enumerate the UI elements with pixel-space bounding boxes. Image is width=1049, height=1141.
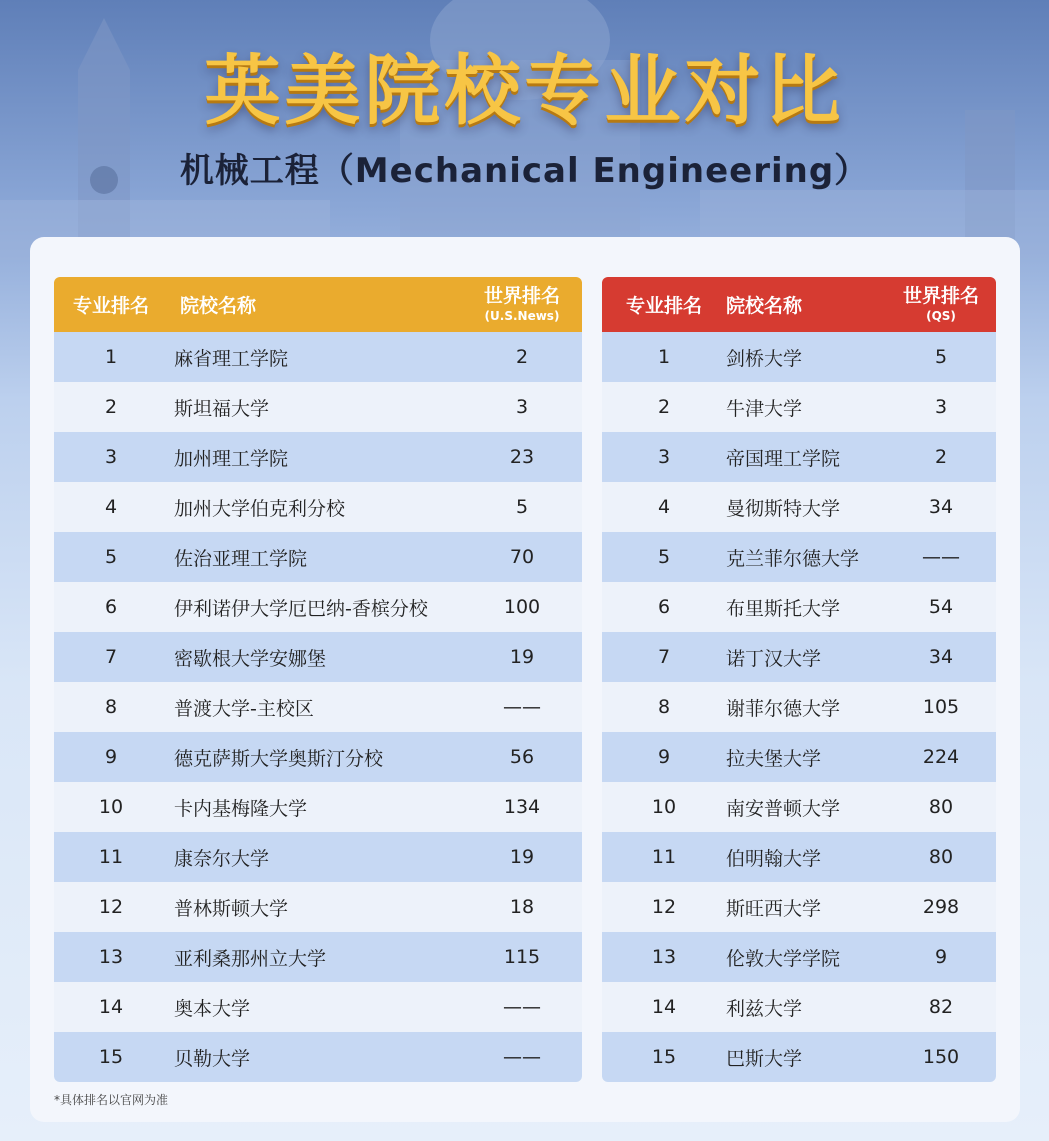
world-rank-cell: 150 <box>922 1046 960 1068</box>
school-cell: 亚利桑那州立大学 <box>174 947 327 970</box>
school-cell: 卡内基梅隆大学 <box>174 797 308 820</box>
table-row <box>54 982 582 1032</box>
rank-cell: 6 <box>104 596 118 618</box>
rank-cell: 12 <box>98 896 124 918</box>
world-rank-cell: 34 <box>928 496 954 518</box>
rank-cell: 8 <box>104 696 118 718</box>
rank-cell: 2 <box>657 396 671 418</box>
us-ranking-table <box>54 277 582 1082</box>
world-rank-cell: 70 <box>509 546 535 568</box>
us-table-header <box>54 277 582 332</box>
school-cell: 布里斯托大学 <box>726 597 841 620</box>
us-header-school: 院校名称 <box>180 295 257 317</box>
table-row <box>54 332 582 382</box>
page-title: 英美院校专业对比 <box>204 46 845 135</box>
world-rank-cell: 105 <box>922 696 960 718</box>
school-cell: 牛津大学 <box>726 397 803 420</box>
us-header-source: (U.S.News) <box>484 309 560 323</box>
table-row <box>602 732 996 782</box>
uk-header-source: (QS) <box>926 309 956 323</box>
uk-table-body <box>602 332 996 1082</box>
table-row <box>54 932 582 982</box>
table-row <box>602 682 996 732</box>
rank-cell: 7 <box>657 646 671 668</box>
school-cell: 南安普顿大学 <box>726 797 841 820</box>
world-rank-cell: —— <box>503 696 541 718</box>
us-header-rank: 专业排名 <box>72 295 149 317</box>
table-row <box>54 632 582 682</box>
rank-cell: 4 <box>104 496 118 518</box>
school-cell: 贝勒大学 <box>174 1047 251 1070</box>
us-header-world-rank <box>462 287 582 322</box>
rank-cell: 13 <box>651 946 677 968</box>
world-rank-cell: 115 <box>503 946 541 968</box>
rank-cell: 1 <box>104 346 118 368</box>
rank-cell: 8 <box>657 696 671 718</box>
school-cell: 佐治亚理工学院 <box>174 547 308 570</box>
world-rank-cell: 56 <box>509 746 535 768</box>
school-cell: 普林斯顿大学 <box>174 897 289 920</box>
school-cell: 拉夫堡大学 <box>726 747 822 770</box>
rank-cell: 11 <box>98 846 124 868</box>
rank-cell: 1 <box>657 346 671 368</box>
table-row <box>602 582 996 632</box>
uk-header-school: 院校名称 <box>726 295 803 317</box>
table-row <box>602 1032 996 1082</box>
rank-cell: 15 <box>651 1046 677 1068</box>
world-rank-cell: 80 <box>928 846 954 868</box>
rank-cell: 5 <box>657 546 671 568</box>
world-rank-cell: 298 <box>922 896 960 918</box>
school-cell: 谢菲尔德大学 <box>726 697 841 720</box>
rank-cell: 3 <box>657 446 671 468</box>
table-row <box>602 632 996 682</box>
uk-table-header <box>602 277 996 332</box>
rank-cell: 3 <box>104 446 118 468</box>
page-subtitle: 机械工程（Mechanical Engineering） <box>179 151 870 191</box>
rank-cell: 12 <box>651 896 677 918</box>
world-rank-cell: 19 <box>509 646 535 668</box>
world-rank-cell: —— <box>922 546 960 568</box>
rank-cell: 5 <box>104 546 118 568</box>
table-row <box>602 782 996 832</box>
school-cell: 伊利诺伊大学厄巴纳-香槟分校 <box>174 597 428 620</box>
world-rank-cell: 18 <box>509 896 535 918</box>
school-cell: 斯旺西大学 <box>726 897 822 920</box>
table-row <box>54 682 582 732</box>
rank-cell: 14 <box>98 996 124 1018</box>
world-rank-cell: 54 <box>928 596 954 618</box>
school-cell: 巴斯大学 <box>726 1047 803 1070</box>
table-row <box>602 532 996 582</box>
table-row <box>602 482 996 532</box>
table-row <box>602 382 996 432</box>
table-row <box>54 832 582 882</box>
rank-cell: 4 <box>657 496 671 518</box>
table-row <box>54 782 582 832</box>
school-cell: 德克萨斯大学奥斯汀分校 <box>174 747 384 770</box>
table-row <box>602 832 996 882</box>
rank-cell: 2 <box>104 396 118 418</box>
world-rank-cell: 9 <box>934 946 948 968</box>
school-cell: 剑桥大学 <box>726 347 803 370</box>
school-cell: 麻省理工学院 <box>174 347 289 370</box>
school-cell: 帝国理工学院 <box>726 447 841 470</box>
world-rank-cell: 224 <box>922 746 960 768</box>
uk-header-rank: 专业排名 <box>625 295 702 317</box>
world-rank-cell: 134 <box>503 796 541 818</box>
rank-cell: 11 <box>651 846 677 868</box>
school-cell: 利兹大学 <box>726 997 803 1020</box>
us-table-body <box>54 332 582 1082</box>
table-row <box>602 932 996 982</box>
world-rank-cell: 82 <box>928 996 954 1018</box>
school-cell: 克兰菲尔德大学 <box>726 547 860 570</box>
school-cell: 奥本大学 <box>174 997 251 1020</box>
rank-cell: 7 <box>104 646 118 668</box>
uk-header-world-rank-label: 世界排名 <box>902 285 979 307</box>
school-cell: 密歇根大学安娜堡 <box>174 647 327 670</box>
table-row <box>602 432 996 482</box>
school-cell: 诺丁汉大学 <box>726 647 822 670</box>
school-cell: 加州理工学院 <box>174 447 289 470</box>
world-rank-cell: 19 <box>509 846 535 868</box>
rank-cell: 9 <box>104 746 118 768</box>
world-rank-cell: 2 <box>934 446 948 468</box>
world-rank-cell: 3 <box>515 396 529 418</box>
table-row <box>54 732 582 782</box>
rank-cell: 9 <box>657 746 671 768</box>
world-rank-cell: 5 <box>934 346 948 368</box>
footnote: *具体排名以官网为准 <box>54 1093 169 1107</box>
table-row <box>54 432 582 482</box>
world-rank-cell: 3 <box>934 396 948 418</box>
school-cell: 曼彻斯特大学 <box>726 497 841 520</box>
table-row <box>602 332 996 382</box>
world-rank-cell: 2 <box>515 346 529 368</box>
world-rank-cell: 100 <box>503 596 541 618</box>
us-header-world-rank-label: 世界排名 <box>483 285 560 307</box>
world-rank-cell: 23 <box>509 446 535 468</box>
uk-header-world-rank <box>886 287 996 322</box>
rank-cell: 10 <box>651 796 677 818</box>
school-cell: 伦敦大学学院 <box>726 947 841 970</box>
school-cell: 加州大学伯克利分校 <box>174 497 346 520</box>
world-rank-cell: —— <box>503 1046 541 1068</box>
rank-cell: 10 <box>98 796 124 818</box>
school-cell: 斯坦福大学 <box>174 397 270 420</box>
school-cell: 康奈尔大学 <box>174 847 270 870</box>
comparison-card <box>30 237 1020 1122</box>
table-row <box>54 532 582 582</box>
world-rank-cell: 5 <box>515 496 529 518</box>
table-row <box>54 382 582 432</box>
table-row <box>602 982 996 1032</box>
table-row <box>54 482 582 532</box>
world-rank-cell: —— <box>503 996 541 1018</box>
world-rank-cell: 80 <box>928 796 954 818</box>
school-cell: 普渡大学-主校区 <box>174 697 314 720</box>
rank-cell: 13 <box>98 946 124 968</box>
rank-cell: 6 <box>657 596 671 618</box>
school-cell: 伯明翰大学 <box>726 847 822 870</box>
uk-ranking-table <box>602 277 996 1082</box>
table-row <box>602 882 996 932</box>
table-row <box>54 882 582 932</box>
rank-cell: 15 <box>98 1046 124 1068</box>
world-rank-cell: 34 <box>928 646 954 668</box>
table-row <box>54 582 582 632</box>
table-row <box>54 1032 582 1082</box>
rank-cell: 14 <box>651 996 677 1018</box>
